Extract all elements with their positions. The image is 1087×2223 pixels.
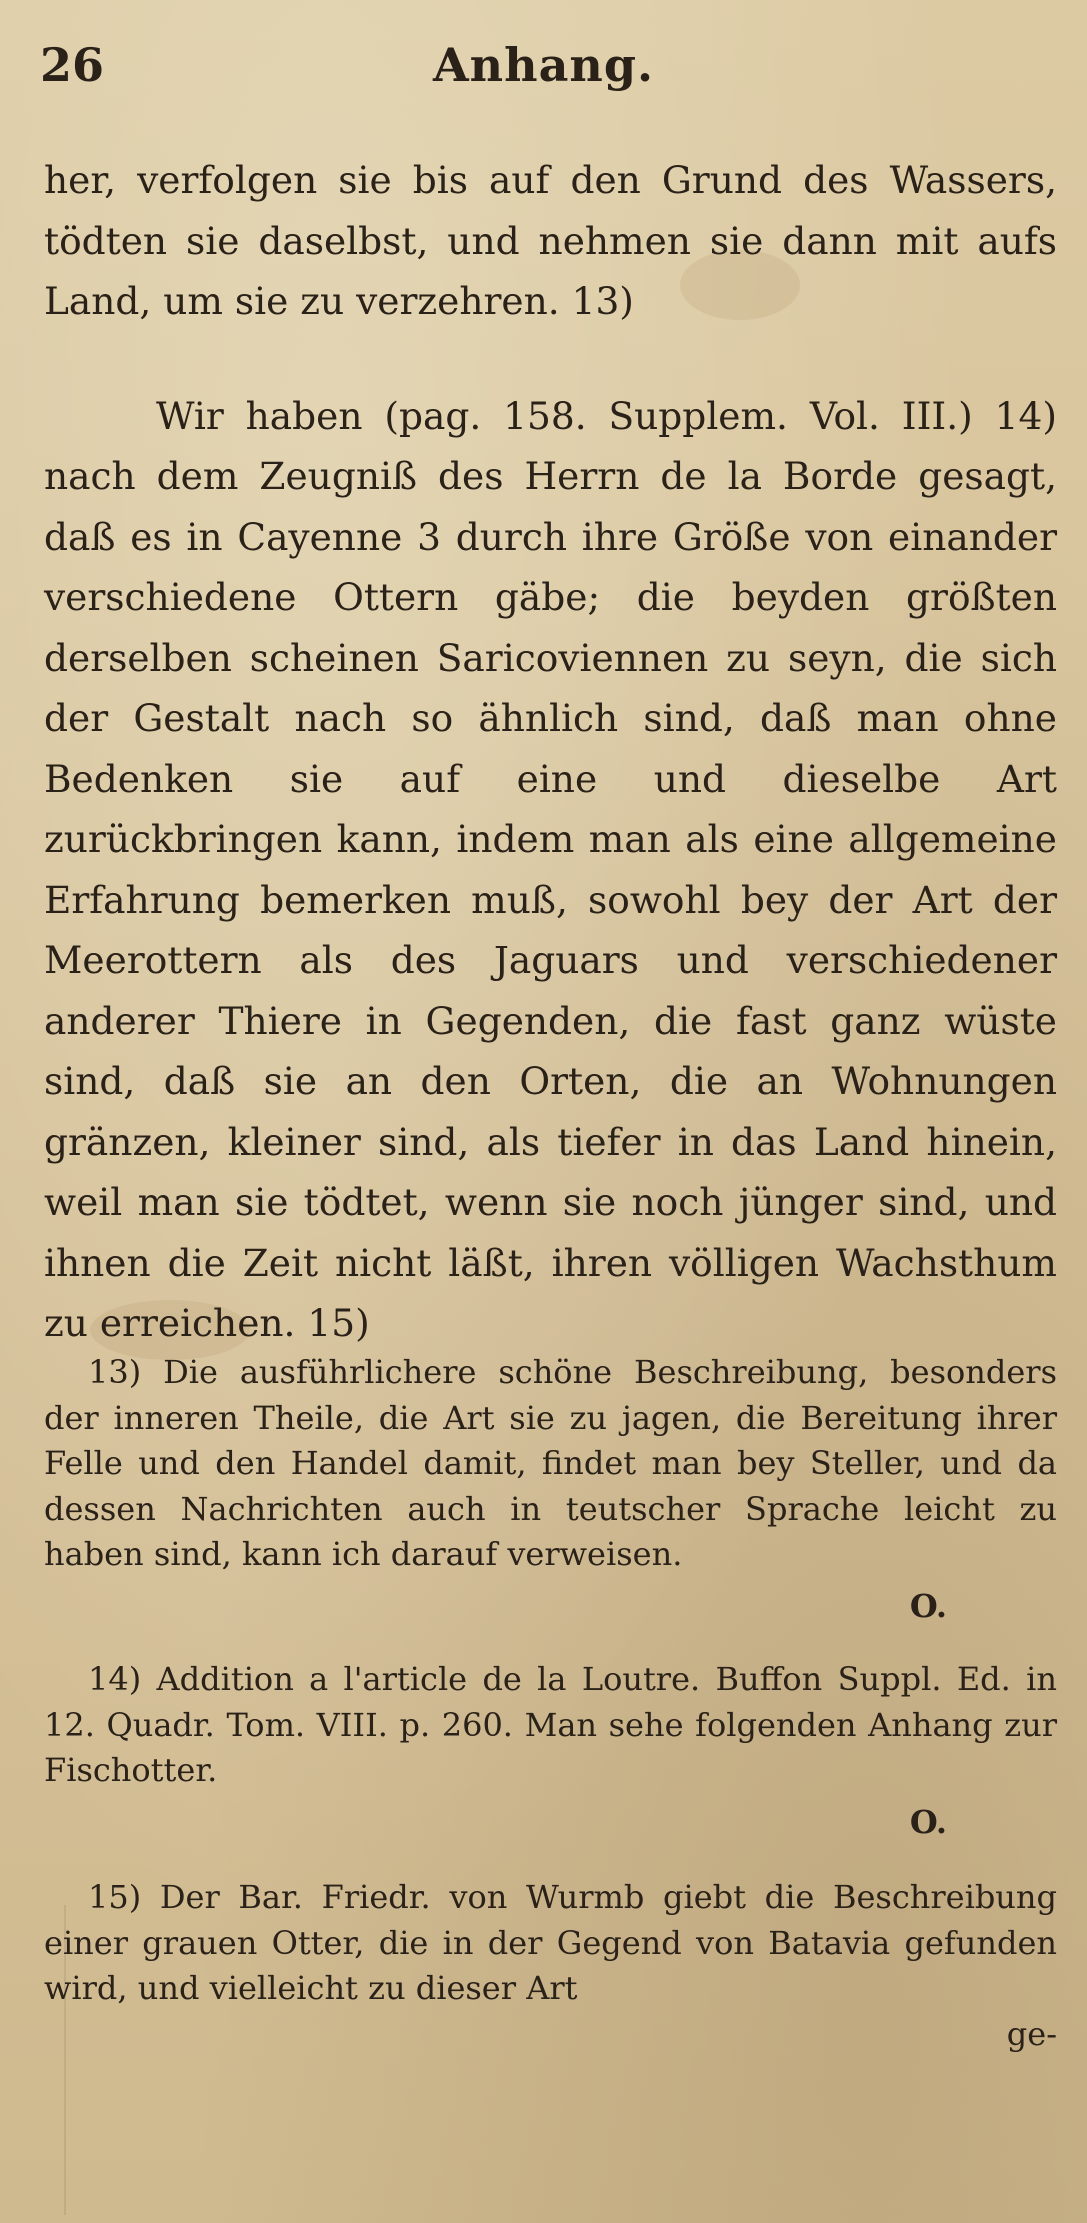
- footnote-14: [44, 1657, 1057, 1845]
- footnote-13: [44, 1350, 1057, 1629]
- footnote-text: 13) Die ausführlichere schöne Beschreibung, besonders der inneren Theile, die Art sie zu jagen, die Bereitung ihrer Felle und den Handel damit, findet man bey Steller, und da dessen Nachrichten auch in teutscher Sprache leicht zu haben sind, kann ich darauf verweisen.: [44, 1353, 1057, 1573]
- footnote-signature: O.: [909, 1802, 947, 1841]
- page-header: [40, 28, 1047, 98]
- footnote-text: 15) Der Bar. Friedr. von Wurmb giebt die Beschreibung einer grauen Otter, die in der Gegend von Batavia gefunden wird, und vielleicht zu dieser Art: [44, 1878, 1057, 2007]
- paragraph: Wir haben (pag. 158. Supplem. Vol. III.) 14) nach dem Zeugniß des Herrn de la Borde gesagt, daß es in Cayenne 3 durch ihre Größe von einander verschiedene Ottern gäbe; die beyden größten derselben scheinen Saricoviennen zu seyn, die sich der Gestalt nach so ähnlich sind, daß man ohne Bedenken sie auf eine und dieselbe Art zurückbringen kann, indem man als eine allgemeine Erfahrung bemerken muß, sowohl bey der Art der Meerottern als des Jaguars und verschiedener anderer Thiere in Gegenden, die fast ganz wüste sind, daß sie an den Orten, die an Wohnungen gränzen, kleiner sind, als tiefer in das Land hinein, weil man sie tödtet, wenn sie noch jünger sind, und ihnen die Zeit nicht läßt, ihren völligen Wachsthum zu erreichen. 15): [44, 393, 1057, 1345]
- catchword: ge-: [1006, 2014, 1057, 2053]
- paragraph: her, verfolgen sie bis auf den Grund des Wassers, tödten sie daselbst, und nehmen sie dann mit aufs Land, um sie zu verzehren. 13): [44, 158, 1057, 323]
- footnotes: [44, 1350, 1057, 2057]
- footnote-15: [44, 1875, 1057, 2057]
- page-number: 26: [40, 38, 105, 92]
- running-head: Anhang.: [432, 38, 654, 92]
- footnote-signature: O.: [909, 1586, 947, 1625]
- main-text: [44, 150, 1057, 1354]
- footnote-text: 14) Addition a l'article de la Loutre. Buffon Suppl. Ed. in 12. Quadr. Tom. VIII. p. 260. Man sehe folgenden Anhang zur Fischotter.: [44, 1660, 1057, 1789]
